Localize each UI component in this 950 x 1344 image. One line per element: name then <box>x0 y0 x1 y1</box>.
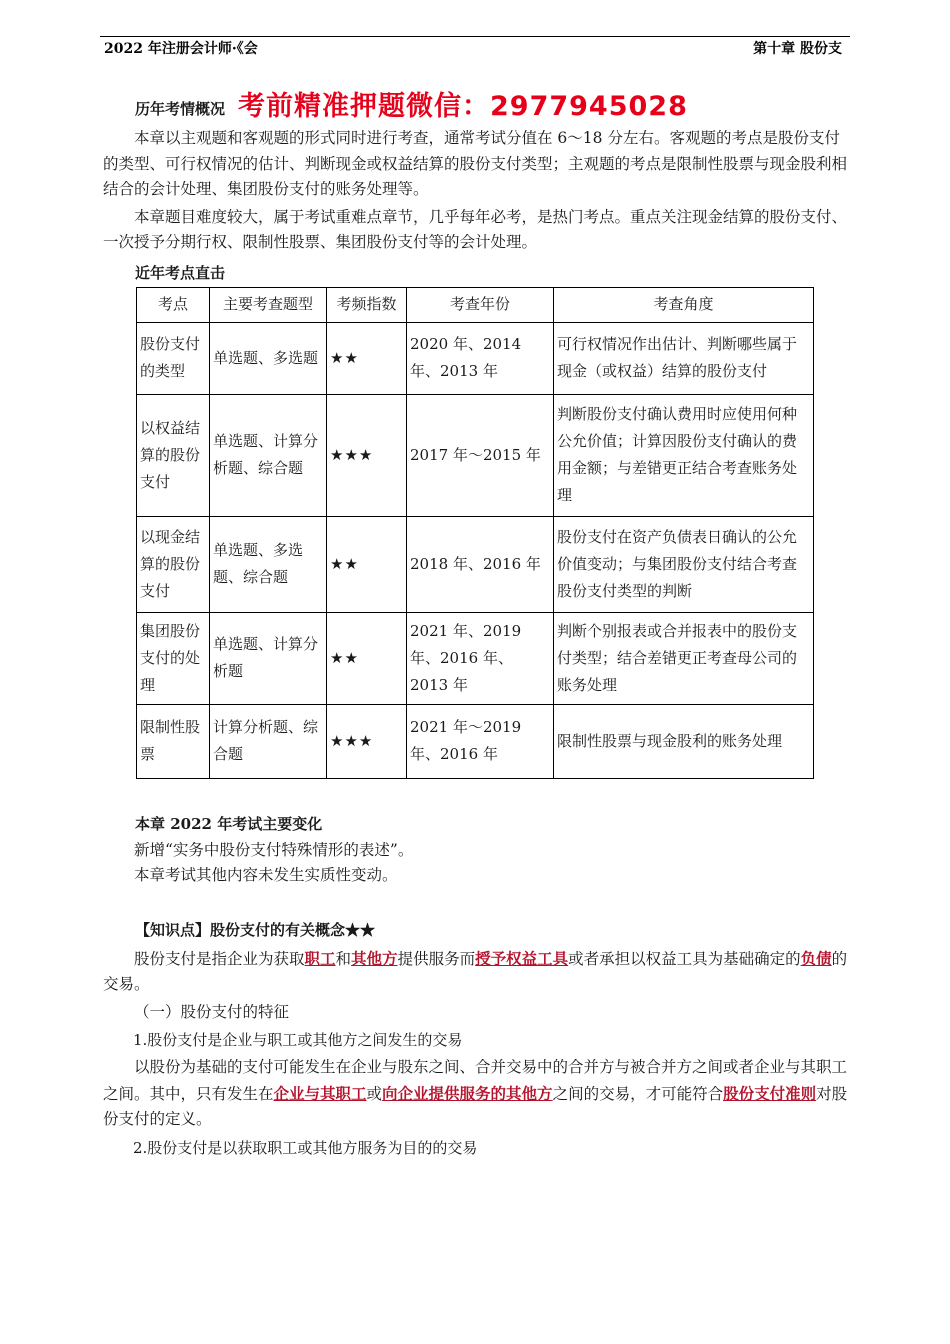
cell-years: 2021 年、2019 年、2016 年、2013 年 <box>407 612 554 704</box>
highlight-employees: 职工 <box>304 948 336 968</box>
changes-line-2: 本章考试其他内容未发生实质性变动。 <box>134 866 398 884</box>
highlight-enterprise-employees: 企业与其职工 <box>273 1083 367 1103</box>
table-row <box>137 704 814 778</box>
table-row <box>137 516 814 612</box>
explanation-text: 或 <box>366 1084 383 1103</box>
cell-point: 集团股份支付的处理 <box>137 612 210 704</box>
header-chapter-title: 第十章 股份支 <box>753 41 842 57</box>
col-header-type: 主要考查题型 <box>210 287 327 322</box>
cell-years: 2017 年～2015 年 <box>407 394 554 516</box>
highlight-other-parties: 其他方 <box>351 948 398 968</box>
cell-years: 2020 年、2014 年、2013 年 <box>407 322 554 394</box>
col-header-angle: 考查角度 <box>554 287 814 322</box>
definition-text: 的交易。 <box>103 949 848 993</box>
highlight-equity-instruments: 授予权益工具 <box>475 948 569 968</box>
table-title: 近年考点直击 <box>135 263 226 282</box>
knowledge-point-title: 【知识点】股份支付的有关概念★★ <box>135 920 376 939</box>
page-content <box>103 86 848 1161</box>
cell-point: 以权益结算的股份支付 <box>137 394 210 516</box>
cell-freq: ★★ <box>327 516 407 612</box>
cell-point: 限制性股票 <box>137 704 210 778</box>
cell-angle: 判断股份支付确认费用时应使用何种公允价值；计算因股份支付确认的费用金额；与差错更正结合考查账务处理 <box>554 394 814 516</box>
explanation-text: 以股份为基础的支付可能发生在企业与股东之间、合并交易中的合并方与被合并方之间或者企业与其职工之间。其中，只有发生在 <box>103 1058 848 1103</box>
header-rule <box>100 36 850 37</box>
cell-angle: 可行权情况作出估计、判断哪些属于现金（或权益）结算的股份支付 <box>554 322 814 394</box>
feature-item-1: 1.股份支付是企业与职工或其他方之间发生的交易 <box>133 1031 463 1049</box>
section-header <box>103 86 848 120</box>
cell-type: 单选题、多选题 <box>210 322 327 394</box>
cell-point: 以现金结算的股份支付 <box>137 516 210 612</box>
table-header-row <box>137 287 814 322</box>
highlight-liabilities: 负债 <box>800 948 832 968</box>
cell-type: 单选题、多选题、综合题 <box>210 516 327 612</box>
cell-freq: ★★★ <box>327 394 407 516</box>
definition-text: 和 <box>335 949 352 968</box>
header-book-title: 2022 年注册会计师·《会 <box>104 41 258 57</box>
col-header-point: 考点 <box>137 287 210 322</box>
intro-paragraph-2: 本章题目难度较大，属于考试重难点章节，几乎每年必考，是热门考点。重点关注现金结算的股份支付、一次授予分期行权、限制性股票、集团股份支付等的会计处理。 <box>103 207 848 251</box>
definition-text: 提供服务而 <box>397 949 476 968</box>
cell-angle: 判断个别报表或合并报表中的股份支付类型；结合差错更正考查母公司的账务处理 <box>554 612 814 704</box>
definition-text: 股份支付是指企业为获取 <box>134 949 305 968</box>
cell-type: 单选题、计算分析题 <box>210 612 327 704</box>
explanation-text: 之间的交易，才可能符合 <box>552 1084 724 1103</box>
cell-freq: ★★★ <box>327 704 407 778</box>
highlight-standard: 股份支付准则 <box>723 1083 817 1103</box>
exam-points-table <box>136 287 814 779</box>
cell-type: 计算分析题、综合题 <box>210 704 327 778</box>
col-header-freq: 考频指数 <box>327 287 407 322</box>
feature-heading: （一）股份支付的特征 <box>134 1002 290 1021</box>
changes-line-1: 新增“实务中股份支付特殊情形的表述”。 <box>134 840 414 859</box>
highlight-service-providers: 向企业提供服务的其他方 <box>382 1083 553 1103</box>
definition-paragraph <box>103 946 848 998</box>
cell-angle: 股份支付在资产负债表日确认的公允价值变动；与集团股份支付结合考查股份支付类型的判断 <box>554 516 814 612</box>
cell-freq: ★★ <box>327 612 407 704</box>
table-row <box>137 322 814 394</box>
cell-years: 2018 年、2016 年 <box>407 516 554 612</box>
watermark-ad: 考前精准押题微信：2977945028 <box>238 91 688 122</box>
intro-paragraph-1: 本章以主观题和客观题的形式同时进行考查，通常考试分值在 6～18 分左右。客观题的考点是股份支付的类型、可行权情况的估计、判断现金或权益结算的股份支付类型；主观题的考点是限制性股票与现金股利相结合的会计处理、集团股份支付的账务处理等。 <box>103 129 848 198</box>
col-header-years: 考查年份 <box>407 287 554 322</box>
cell-type: 单选题、计算分析题、综合题 <box>210 394 327 516</box>
explanation-text: 对股份支付的定义。 <box>103 1084 848 1128</box>
cell-freq: ★★ <box>327 322 407 394</box>
feature-explanation <box>103 1055 848 1133</box>
feature-item-2: 2.股份支付是以获取职工或其他方服务为目的的交易 <box>133 1138 478 1157</box>
table-row <box>137 394 814 516</box>
table-row <box>137 612 814 704</box>
cell-angle: 限制性股票与现金股利的账务处理 <box>554 704 814 778</box>
changes-title: 本章 2022 年考试主要变化 <box>135 814 323 833</box>
cell-years: 2021 年～2019 年、2016 年 <box>407 704 554 778</box>
definition-text: 或者承担以权益工具为基础确定的 <box>568 949 801 968</box>
cell-point: 股份支付的类型 <box>137 322 210 394</box>
section-title: 历年考情概况 <box>135 100 226 118</box>
